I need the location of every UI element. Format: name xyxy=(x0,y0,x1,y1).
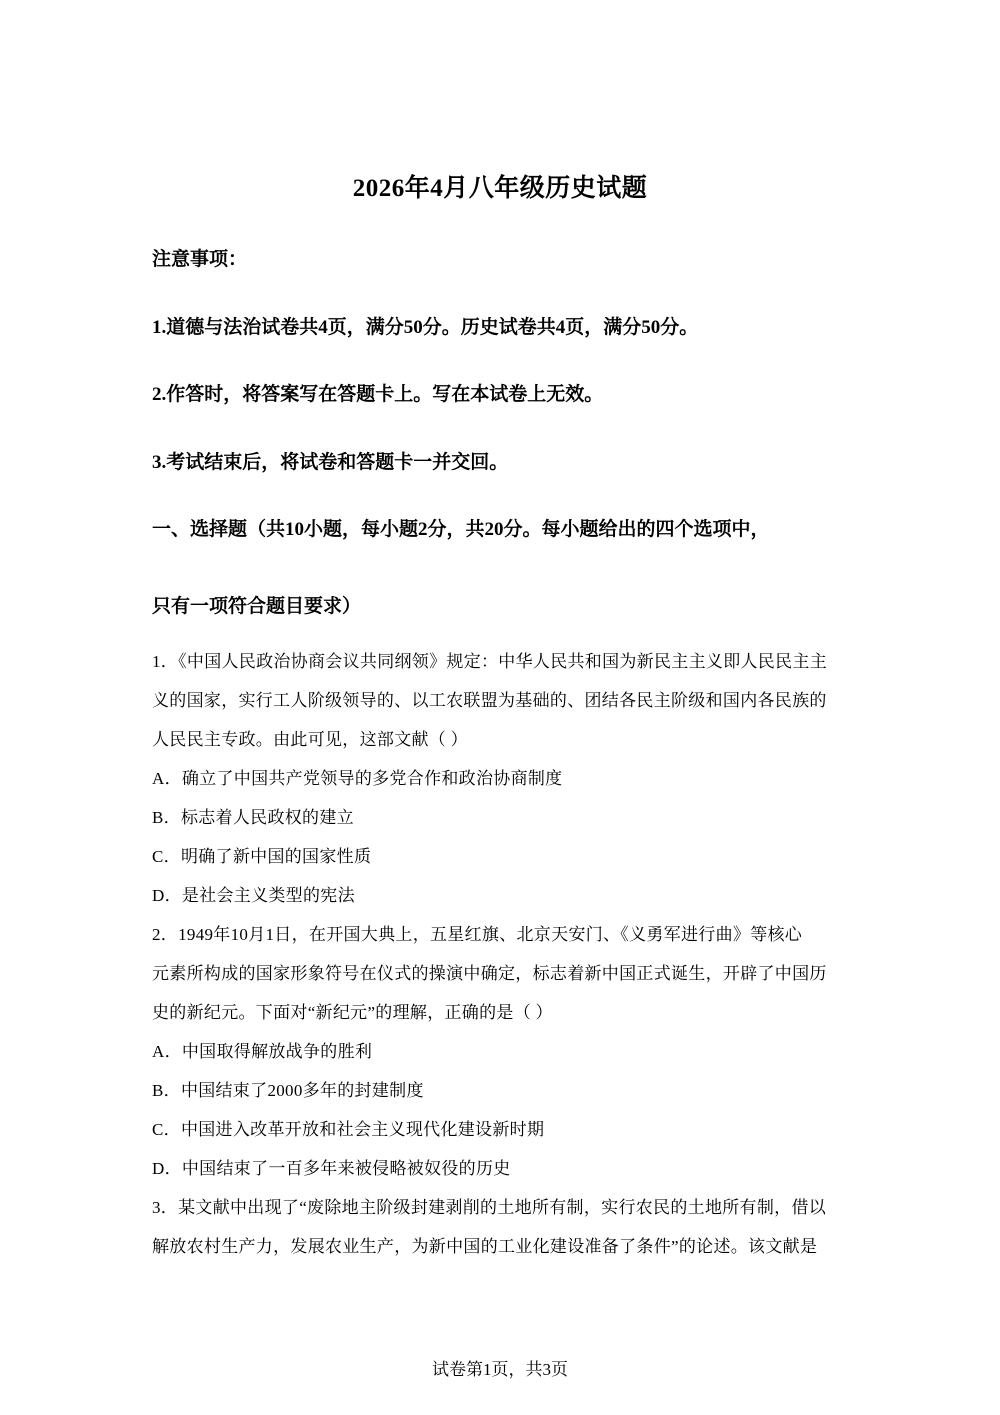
notice-heading: 注意事项： xyxy=(152,249,248,270)
answer-option: A．确立了中国共产党领导的多党合作和政治协商制度 xyxy=(152,769,563,788)
answer-option: A．中国取得解放战争的胜利 xyxy=(152,1042,373,1061)
answer-option: D．中国结束了一百多年来被侵略被奴役的历史 xyxy=(152,1159,511,1178)
question-stem-line: 1．《中国人民政治协商会议共同纲领》规定：中华人民共和国为新民主主义即人民民主主 xyxy=(152,652,827,671)
question-stem-line: 史的新纪元。下面对“新纪元”的理解，正确的是（ ） xyxy=(152,1003,553,1022)
answer-option: D．是社会主义类型的宪法 xyxy=(152,886,355,905)
notice-item: 2.作答时，将答案写在答题卡上。写在本试卷上无效。 xyxy=(152,384,604,405)
notice-item: 1.道德与法治试卷共4页，满分50分。历史试卷共4页，满分50分。 xyxy=(152,317,699,338)
section-heading: 一、选择题（共10小题，每小题2分，共20分。每小题给出的四个选项中， xyxy=(152,519,770,540)
question-stem-line: 人民民主专政。由此可见，这部文献（ ） xyxy=(152,730,468,749)
answer-option: B．标志着人民政权的建立 xyxy=(152,808,354,827)
answer-option: B．中国结束了2000多年的封建制度 xyxy=(152,1081,424,1100)
notice-item: 3.考试结束后，将试卷和答题卡一并交回。 xyxy=(152,452,509,473)
answer-option: C．明确了新中国的国家性质 xyxy=(152,847,372,866)
question-stem-line: 解放农村生产力，发展农业生产，为新中国的工业化建设准备了条件”的论述。该文献是 xyxy=(152,1237,818,1256)
question-stem-line: 义的国家，实行工人阶级领导的、以工农联盟为基础的、团结各民主阶级和国内各民族的 xyxy=(152,691,827,710)
answer-option: C．中国进入改革开放和社会主义现代化建设新时期 xyxy=(152,1120,545,1139)
question-stem-line: 3．某文献中出现了“废除地主阶级封建剥削的土地所有制，实行农民的土地所有制，借以 xyxy=(152,1198,827,1217)
page-title: 2026年4月八年级历史试题 xyxy=(352,175,648,202)
page-footer: 试卷第1页，共3页 xyxy=(432,1360,568,1379)
question-stem-line: 2．1949年10月1日，在开国大典上，五星红旗、北京天安门、《义勇军进行曲》等核心 xyxy=(152,925,803,944)
section-heading-continued: 只有一项符合题目要求） xyxy=(152,596,362,617)
question-stem-line: 元素所构成的国家形象符号在仪式的操演中确定，标志着新中国正式诞生，开辟了中国历 xyxy=(152,964,827,983)
